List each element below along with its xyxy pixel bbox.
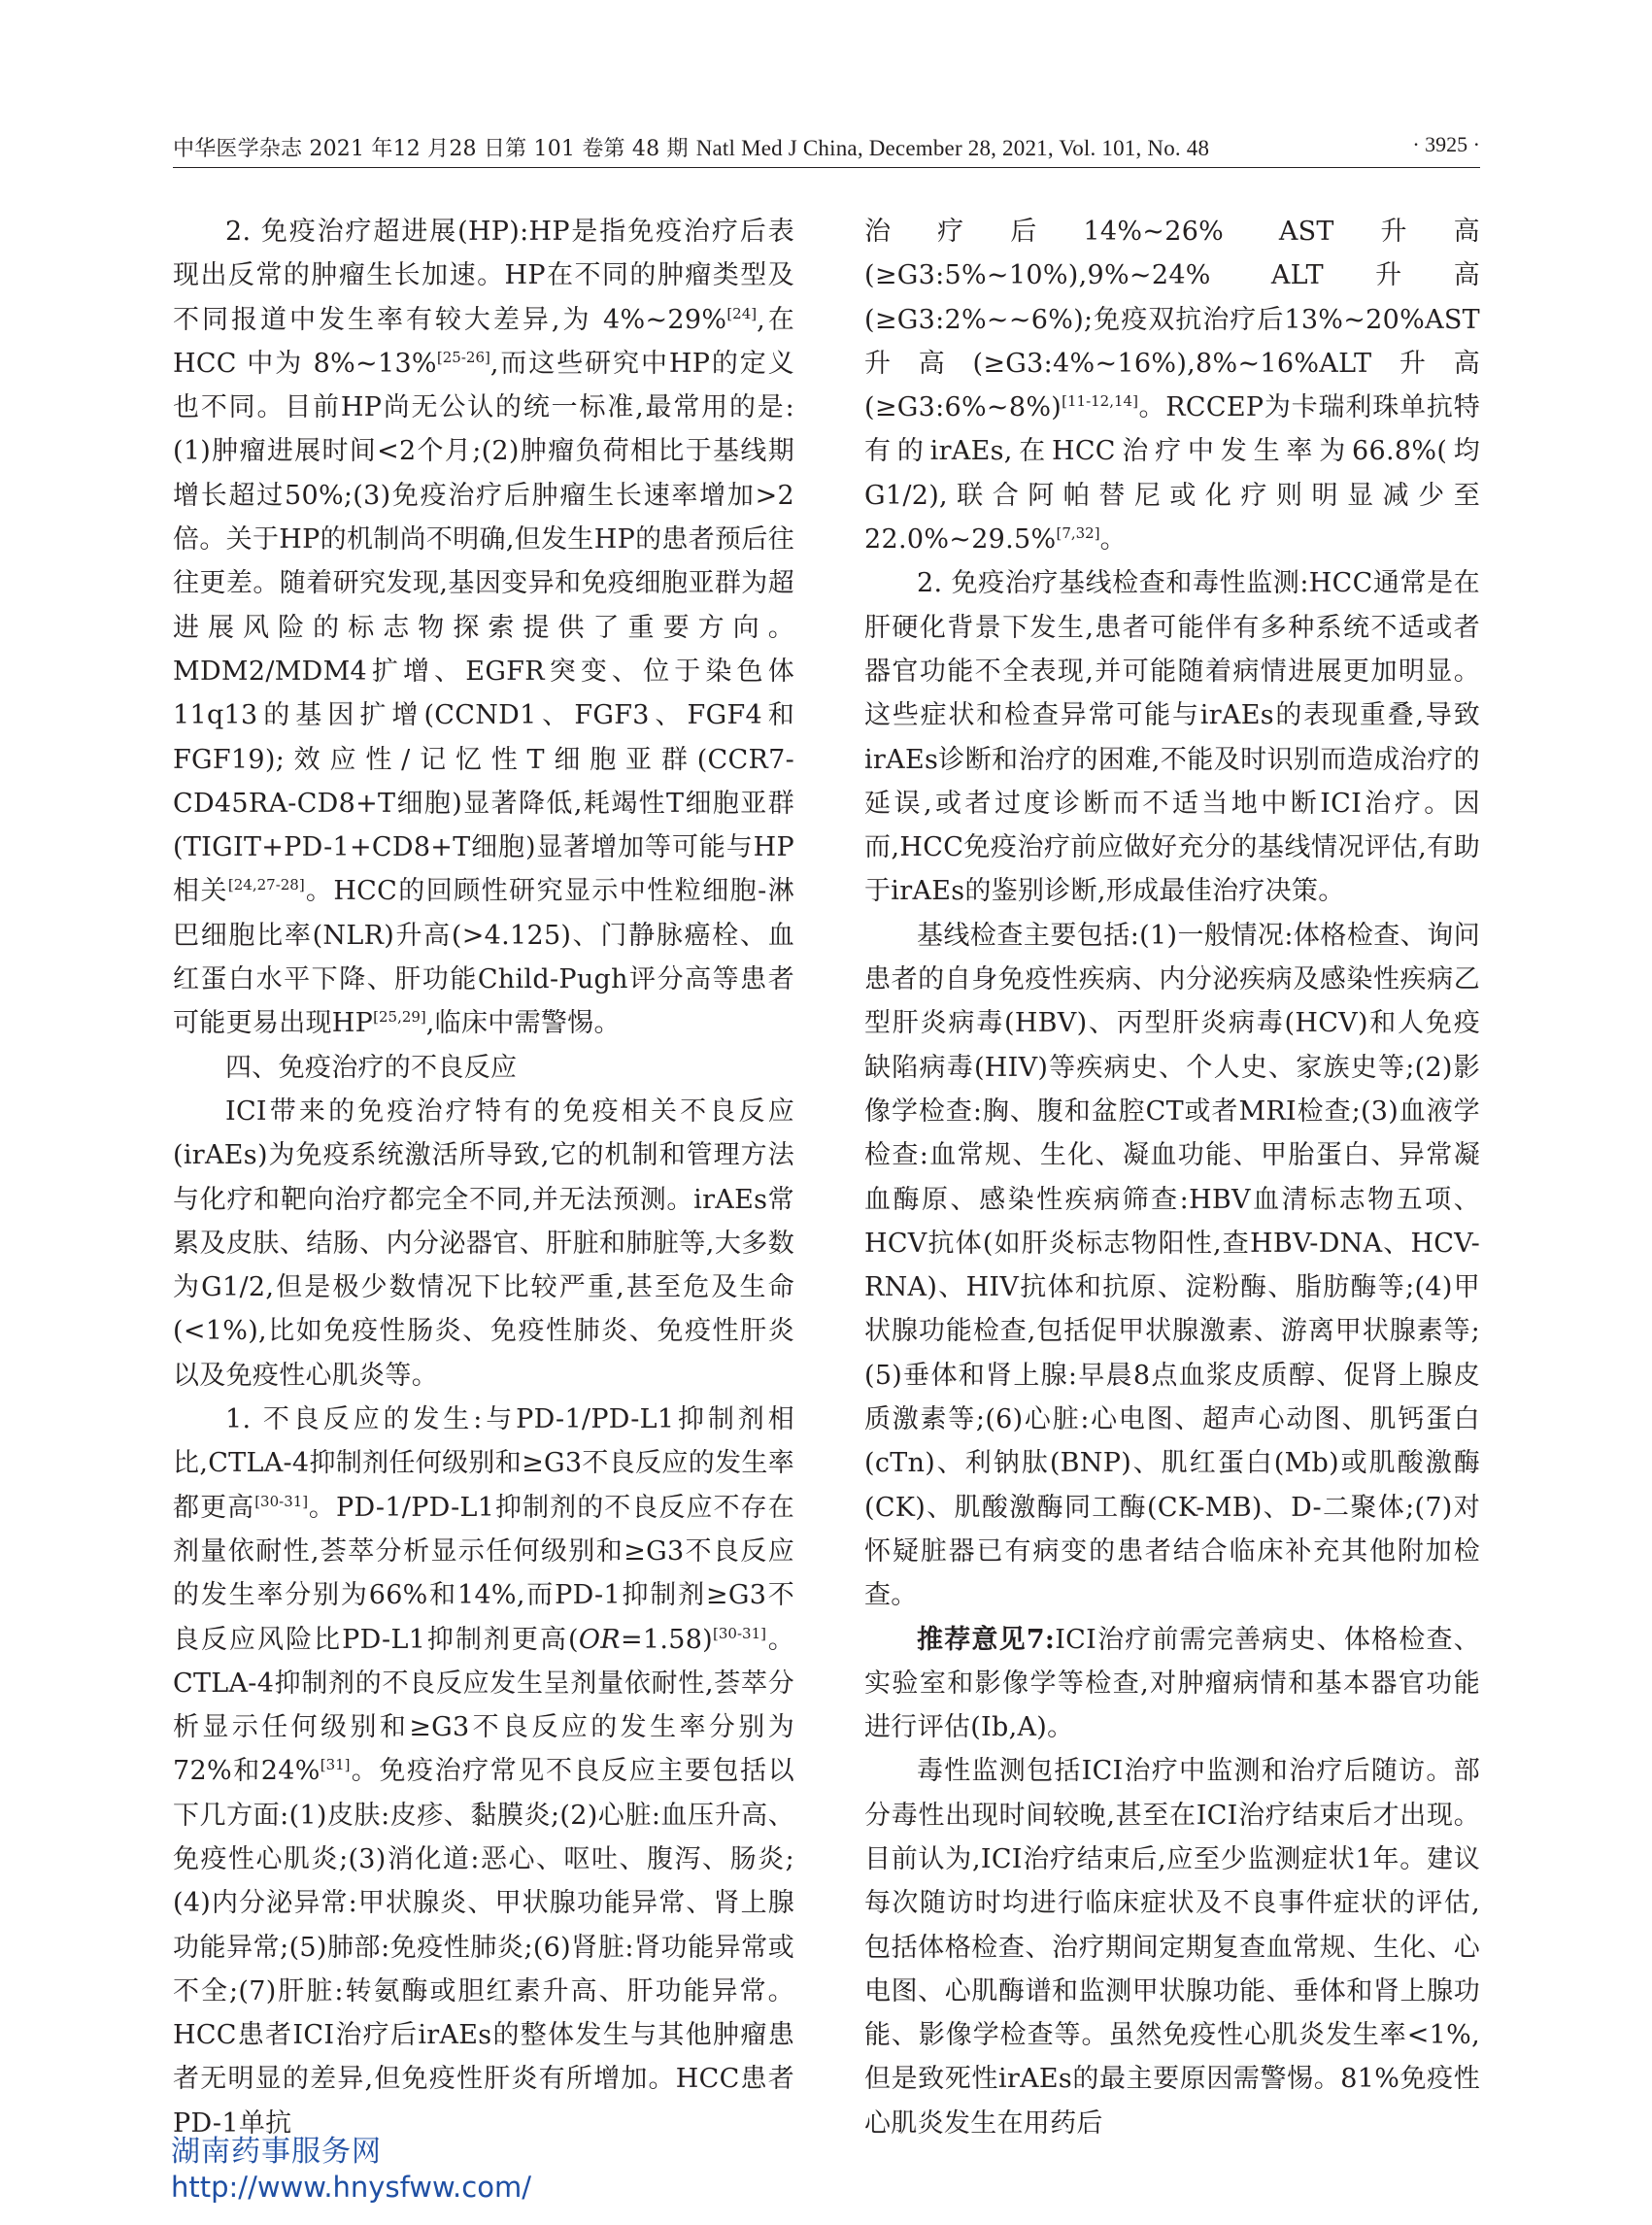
site-name: 湖南药事服务网 <box>171 2135 382 2169</box>
right-column <box>864 210 1480 2145</box>
citation[interactable]: [25,29] <box>373 1008 426 1027</box>
or-symbol: OR <box>578 1624 621 1655</box>
citation[interactable]: [7,32] <box>1056 524 1100 543</box>
running-header <box>173 128 1480 168</box>
journal-citation <box>173 132 1209 162</box>
journal-name-cn: 中华医学杂志 2021 年12 月28 日第 101 卷第 48 期 <box>173 137 689 161</box>
paragraph-continued: 治疗后14%~26% AST升高(≥G3:5%~10%),9%~24% ALT升高(≥G3:2%~~6%);免疫双抗治疗后13%~20%AST升高(≥G3:4%~16%),8%~16%ALT升高(≥G3:6%~8%)[11-12,14]。RCCEP为卡瑞利珠单抗特有的irAEs,在HCC治疗中发生率为66.8%(均G1/2),联合阿帕替尼或化疗则明显减少至22.0%~29.5%[7,32]。 <box>864 217 1480 556</box>
paragraph-adverse-occurrence: 1. 不良反应的发生:与PD-1/PD-L1抑制剂相比,CTLA-4抑制剂任何级别和≥G3不良反应的发生率都更高[30-31]。PD-1/PD-L1抑制剂的不良反应不存在剂量依耐性,荟萃分析显示任何级别和≥G3不良反应的发生率分别为66%和14%,而PD-1抑制剂≥G3不良反应风险比PD-L1抑制剂更高(OR=1.58)[30-31]。CTLA-4抑制剂的不良反应发生呈剂量依耐性,荟萃分析显示任何级别和≥G3不良反应的发生率分别为72%和24%[31]。免疫治疗常见不良反应主要包括以下几方面:(1)皮肤:皮疹、黏膜炎;(2)心脏:血压升高、免疫性心肌炎;(3)消化道:恶心、呕吐、腹泻、肠炎;(4)内分泌异常:甲状腺炎、甲状腺功能异常、肾上腺功能异常;(5)肺部:免疫性肺炎;(6)肾脏:肾功能异常或不全;(7)肝脏:转氨酶或胆红素升高、肝功能异常。HCC患者ICI治疗后irAEs的整体发生与其他肿瘤患者无明显的差异,但免疫性肝炎有所增加。HCC患者PD-1单抗 <box>173 1404 794 2139</box>
watermark-footer <box>171 2135 531 2205</box>
paragraph-toxicity-monitoring: 毒性监测包括ICI治疗中监测和治疗后随访。部分毒性出现时间较晚,甚至在ICI治疗结束后才出现。目前认为,ICI治疗结束后,应至少监测症状1年。建议每次随访时均进行临床症状及不良事件症状的评估,包括体格检查、治疗期间定期复查血常规、生化、心电图、心肌酶谱和监测甲状腺功能、垂体和肾上腺功能、影像学检查等。虽然免疫性心肌炎发生率<1%,但是致死性irAEs的最主要原因需警惕。81%免疫性心肌炎发生在用药后 <box>864 1756 1480 2139</box>
page-number: · 3925 · <box>1412 132 1480 156</box>
citation[interactable]: [31] <box>320 1756 351 1774</box>
left-column <box>173 210 794 2145</box>
citation[interactable]: [30-31] <box>254 1492 309 1510</box>
recommendation-label: 推荐意见7: <box>917 1624 1056 1655</box>
site-url[interactable]: http://www.hnysfww.com/ <box>171 2171 531 2204</box>
citation[interactable]: [30-31] <box>713 1624 766 1642</box>
paragraph-irAEs: ICI带来的免疫治疗特有的免疫相关不良反应(irAEs)为免疫系统激活所导致,它的机制和管理方法与化疗和靶向治疗都完全不同,并无法预测。irAEs常累及皮肤、结肠、内分泌器官、肝脏和肺脏等,大多数为G1/2,但是极少数情况下比较严重,甚至危及生命(<1%),比如免疫性肠炎、免疫性肺炎、免疫性肝炎以及免疫性心肌炎等。 <box>173 1096 794 1391</box>
section-heading: 四、免疫治疗的不良反应 <box>225 1052 518 1083</box>
recommendation-7: 推荐意见7:ICI治疗前需完善病史、体格检查、实验室和影像学等检查,对肿瘤病情和基本器官功能进行评估(Ⅰb,A)。 <box>864 1624 1480 1743</box>
citation[interactable]: [11-12,14] <box>1062 392 1138 411</box>
paragraph-baseline-exams: 基线检查主要包括:(1)一般情况:体格检查、询问患者的自身免疫性疾病、内分泌疾病及感染性疾病乙型肝炎病毒(HBV)、丙型肝炎病毒(HCV)和人免疫缺陷病毒(HIV)等疾病史、个人史、家族史等;(2)影像学检查:胸、腹和盆腔CT或者MRI检查;(3)血液学检查:血常规、生化、凝血功能、甲胎蛋白、异常凝血酶原、感染性疾病筛查:HBV血清标志物五项、HCV抗体(如肝炎标志物阳性,查HBV-DNA、HCV-RNA)、HIV抗体和抗原、淀粉酶、脂肪酶等;(4)甲状腺功能检查,包括促甲状腺激素、游离甲状腺素等;(5)垂体和肾上腺:早晨8点血浆皮质醇、促肾上腺皮质激素等;(6)心脏:心电图、超声心动图、肌钙蛋白(cTn)、利钠肽(BNP)、肌红蛋白(Mb)或肌酸激酶(CK)、肌酸激酶同工酶(CK-MB)、D-二聚体;(7)对怀疑脏器已有病变的患者结合临床补充其他附加检查。 <box>864 920 1480 1611</box>
citation[interactable]: [24,27-28] <box>227 876 305 894</box>
citation[interactable]: [24] <box>726 304 758 322</box>
paragraph-baseline-monitoring: 2. 免疫治疗基线检查和毒性监测:HCC通常是在肝硬化背景下发生,患者可能伴有多种系统不适或者器官功能不全表现,并可能随着病情进展更加明显。这些症状和检查异常可能与irAEs的表现重叠,导致irAEs诊断和治疗的困难,不能及时识别而造成治疗的延误,或者过度诊断而不适当地中断ICI治疗。因而,HCC免疫治疗前应做好充分的基线情况评估,有助于irAEs的鉴别诊断,形成最佳治疗决策。 <box>864 568 1480 907</box>
citation[interactable]: [25-26] <box>436 348 490 366</box>
journal-name-en: Natl Med J China, December 28, 2021, Vol. 101, No. 48 <box>695 136 1210 160</box>
paragraph-hyperprogression: 2. 免疫治疗超进展(HP):HP是指免疫治疗后表现出反常的肿瘤生长加速。HP在不同的肿瘤类型及不同报道中发生率有较大差异,为 4%~29%[24],在 HCC 中为 8%~13%[25-26],而这些研究中HP的定义也不同。目前HP尚无公认的统一标准,最常用的是:(1)肿瘤进展时间<2个月;(2)肿瘤负荷相比于基线期增长超过50%;(3)免疫治疗后肿瘤生长速率增加>2倍。关于HP的机制尚不明确,但发生HP的患者预后往往更差。随着研究发现,基因变异和免疫细胞亚群为超进展风险的标志物探索提供了重要方向。MDM2/MDM4扩增、EGFR突变、位于染色体11q13的基因扩增(CCND1、FGF3、FGF4和FGF19);效应性/记忆性T细胞亚群(CCR7-CD45RA-CD8+T细胞)显著降低,耗竭性T细胞亚群(TIGIT+PD-1+CD8+T细胞)显著增加等可能与HP相关[24,27-28]。HCC的回顾性研究显示中性粒细胞-淋巴细胞比率(NLR)升高(>4.125)、门静脉癌栓、血红蛋白水平下降、肝功能Child-Pugh评分高等患者可能更易出现HP[25,29],临床中需警惕。 <box>173 217 795 1039</box>
